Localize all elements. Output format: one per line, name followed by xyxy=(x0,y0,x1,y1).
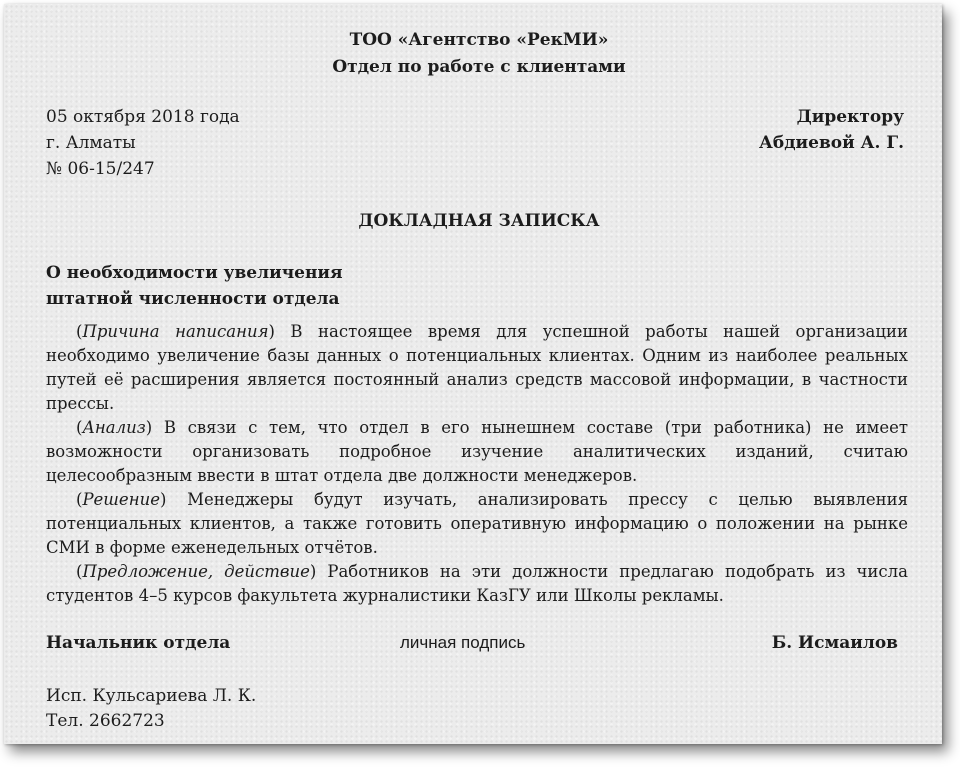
paragraph-text: В настоящее время для успешной работы нашей организации необходимо увеличение базы данных о потенциальных клиентах. Одним из наиболее реальных путей её расширения является постоянный анализ средств массовой информации, в частности прессы. xyxy=(46,322,908,413)
paragraph-text: Менеджеры будут изучать, анализировать прессу с целью выявления потенциальных клиентов, а также готовить оперативную информацию о положении на рынке СМИ в форме еженедельных отчётов. xyxy=(46,490,908,557)
paragraph-proposal: (Предложение, действие) Работников на эти должности предлагаю подобрать из числа студентов 4–5 курсов факультета журналистики КазГУ или Школы рекламы. xyxy=(46,562,908,605)
executor-name: Исп. Кульсариева Л. К. xyxy=(46,686,257,706)
signature-position: Начальник отдела xyxy=(46,633,231,653)
paragraph-label: Решение xyxy=(82,490,160,509)
signature-name: Б. Исмаилов xyxy=(771,633,898,653)
document-sheet xyxy=(4,4,942,744)
document-body xyxy=(46,320,908,608)
executor-phone: Тел. 2662723 xyxy=(46,711,165,731)
subject-line-1: О необходимости увеличения xyxy=(46,263,343,283)
paragraph-label: Анализ xyxy=(82,418,146,437)
addressee-name: Абдиевой А. Г. xyxy=(759,133,904,153)
addressee-position: Директору xyxy=(796,107,904,127)
paragraph-text: Работников на эти должности предлагаю подобрать из числа студентов 4–5 курсов факультета журналистики КазГУ или Школы рекламы. xyxy=(46,562,908,605)
paragraph-solution: (Решение) Менеджеры будут изучать, анализировать прессу с целью выявления потенциальных клиентов, а также готовить оперативную информацию о положении на рынке СМИ в форме еженедельных отчётов. xyxy=(46,490,908,557)
paragraph-analysis: (Анализ) В связи с тем, что отдел в его нынешнем составе (три работника) не имеет возможности организовать подробное изучение аналитических изданий, считаю целесообразным ввести в штат отдела две должности менеджеров. xyxy=(46,418,908,485)
document-city: г. Алматы xyxy=(46,133,136,153)
department-name: Отдел по работе с клиентами xyxy=(332,57,626,77)
paragraph-label: Предложение, действие xyxy=(82,562,310,581)
paragraph-label: Причина написания xyxy=(82,322,269,341)
paragraph-text: В связи с тем, что отдел в его нынешнем составе (три работника) не имеет возможности организовать подробное изучение аналитических изданий, считаю целесообразным ввести в штат отдела две должности менеджеров. xyxy=(46,418,908,485)
document-date: 05 октября 2018 года xyxy=(46,107,240,127)
signature-placeholder: личная подпись xyxy=(400,633,526,652)
document-title: ДОКЛАДНАЯ ЗАПИСКА xyxy=(358,211,600,231)
paragraph-reason: (Причина написания) В настоящее время для успешной работы нашей организации необходимо увеличение базы данных о потенциальных клиентах. Одним из наиболее реальных путей её расширения является постоянный анализ средств массовой информации, в частности прессы. xyxy=(46,322,908,413)
org-name: ТОО «Агентство «РекМИ» xyxy=(349,30,609,50)
subject-line-2: штатной численности отдела xyxy=(46,289,340,309)
document-number: № 06-15/247 xyxy=(46,159,155,179)
